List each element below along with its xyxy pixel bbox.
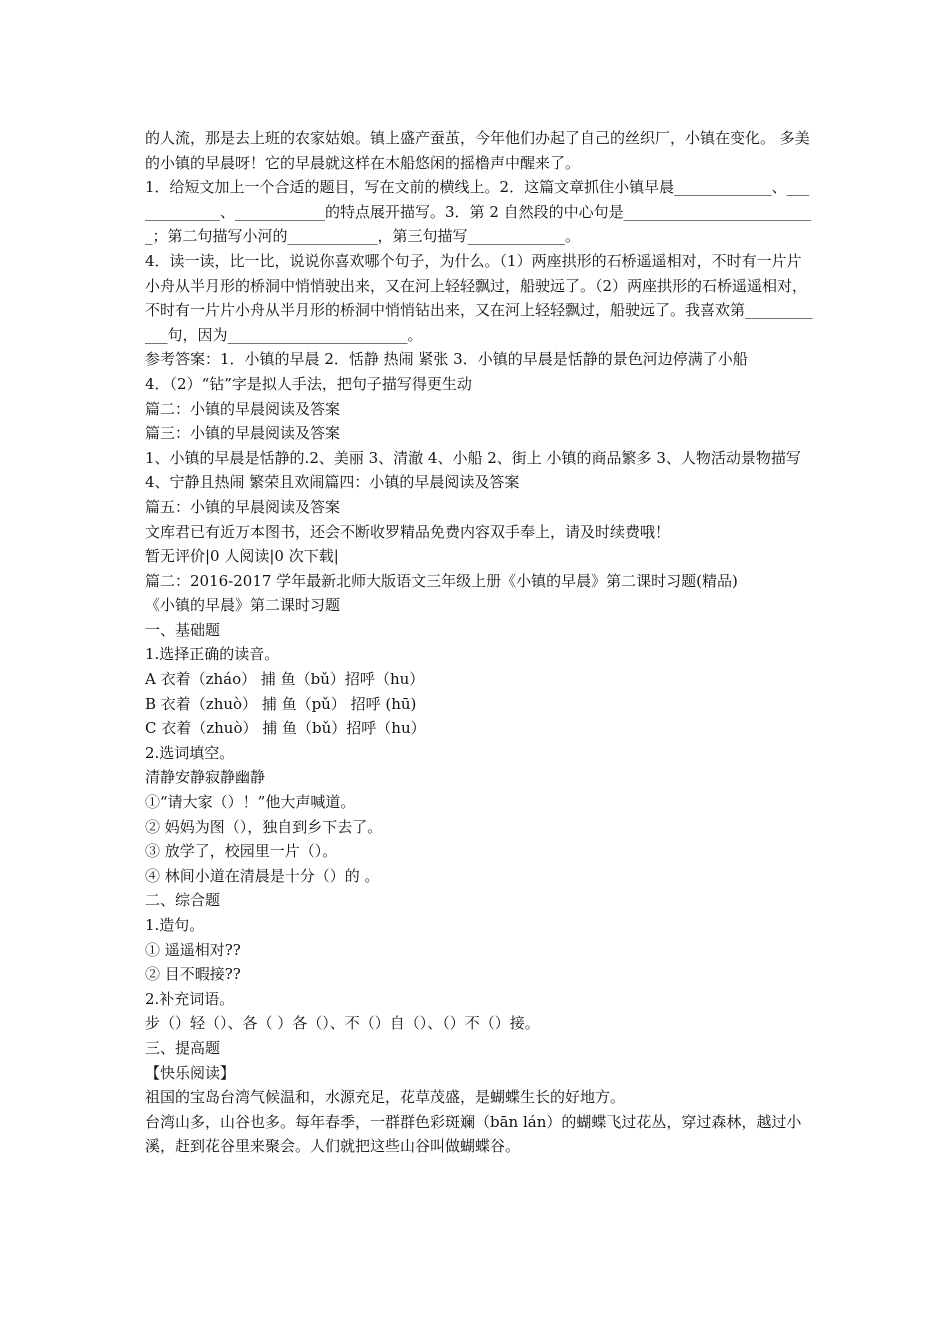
- text-line: ② 目不暇接??: [145, 965, 241, 984]
- text-line: A 衣着（zháo） 捕 鱼（bǔ）招呼（hu）: [145, 670, 425, 689]
- text-line: 1．给短文加上一个合适的题目，写在文前的横线上。2．这篇文章抓住小镇早晨_____________、_____________、____________的特点展开描写。3．第 2 自然段的中心句是__________________________；第二句描写小河的____________，第三句描写_____________。: [145, 178, 812, 246]
- text-line: 篇三：小镇的早晨阅读及答案: [145, 424, 341, 443]
- text-line: ①“请大家（）！”他大声喊道。: [145, 793, 356, 812]
- text-line: 2.选词填空。: [145, 743, 235, 762]
- text-line: 的人流，那是去上班的农家姑娘。镇上盛产蚕茧，今年他们办起了自己的丝织厂，小镇在变化。 多美的小镇的早晨呀！它的早晨就这样在木船悠闲的摇橹声中醒来了。: [145, 129, 810, 172]
- text-line: 步（）轻（）、各（ ）各（）、不（）自（）、（）不（）接。: [145, 1014, 540, 1033]
- document-page: [145, 126, 815, 1159]
- text-line: 篇二：小镇的早晨阅读及答案: [145, 399, 341, 418]
- text-line: ④ 林间小道在清晨是十分（）的 。: [145, 866, 380, 885]
- text-line: 4．读一读，比一比，说说你喜欢哪个句子，为什么。（1）两座拱形的石桥遥遥相对，不时有一片片小舟从半月形的桥洞中悄悄驶出来，又在河上轻轻飘过，船驶远了。（2）两座拱形的石桥遥遥相对，不时有一片片小舟从半月形的桥洞中悄悄钻出来，又在河上轻轻飘过，船驶远了。我喜欢第____________句，因为________________________。: [145, 251, 813, 344]
- text-line: 一、基础题: [145, 620, 221, 639]
- text-line: 三、提高题: [145, 1038, 221, 1057]
- text-line: 2.补充词语。: [145, 989, 235, 1008]
- text-line: 文库君已有近万本图书，还会不断收罗精品免费内容双手奉上，请及时续费哦！: [145, 522, 671, 541]
- text-line: 1、小镇的早晨是恬静的.2、美丽 3、清澈 4、小船 2、街上 小镇的商品繁多 3、人物活动景物描写 4、宁静且热闹 繁荣且欢闹篇四：小镇的早晨阅读及答案: [145, 448, 801, 492]
- text-line: ① 遥遥相对??: [145, 940, 241, 959]
- text-line: B 衣着（zhuò） 捕 鱼（pǔ） 招呼 (hū): [145, 694, 417, 713]
- text-line: 《小镇的早晨》第二课时习题: [145, 596, 341, 615]
- text-line: 参考答案：1．小镇的早晨 2．恬静 热闹 紧张 3．小镇的早晨是恬静的景色河边停满了小船: [145, 350, 748, 369]
- text-line: ② 妈妈为图（），独自到乡下去了。: [145, 817, 383, 836]
- text-line: ③ 放学了，校园里一片（）。: [145, 842, 338, 861]
- text-line: 4．（2）“钻”字是拟人手法，把句子描写得更生动: [145, 374, 472, 393]
- text-line: 1.造句。: [145, 916, 205, 934]
- text-line: 篇二：2016-2017 学年最新北师大版语文三年级上册《小镇的早晨》第二课时习题(精品): [145, 571, 738, 590]
- text-line: 【快乐阅读】: [145, 1063, 236, 1082]
- text-line: 台湾山多，山谷也多。每年春季，一群群色彩斑斓（bān lán）的蝴蝶飞过花丛，穿过森林，越过小溪，赶到花谷里来聚会。人们就把这些山谷叫做蝴蝶谷。: [145, 1112, 802, 1156]
- text-line: 1.选择正确的读音。: [145, 645, 280, 664]
- text-line: 祖国的宝岛台湾气候温和，水源充足，花草茂盛，是蝴蝶生长的好地方。: [145, 1088, 626, 1107]
- text-line: 暂无评价|0 人阅读|0 次下载|: [145, 547, 339, 566]
- text-line: 二、综合题: [145, 891, 221, 910]
- text-line: 篇五：小镇的早晨阅读及答案: [145, 497, 341, 516]
- text-line: C 衣着（zhuò） 捕 鱼（bǔ）招呼（hu）: [145, 719, 426, 738]
- text-line: 清静安静寂静幽静: [145, 768, 266, 787]
